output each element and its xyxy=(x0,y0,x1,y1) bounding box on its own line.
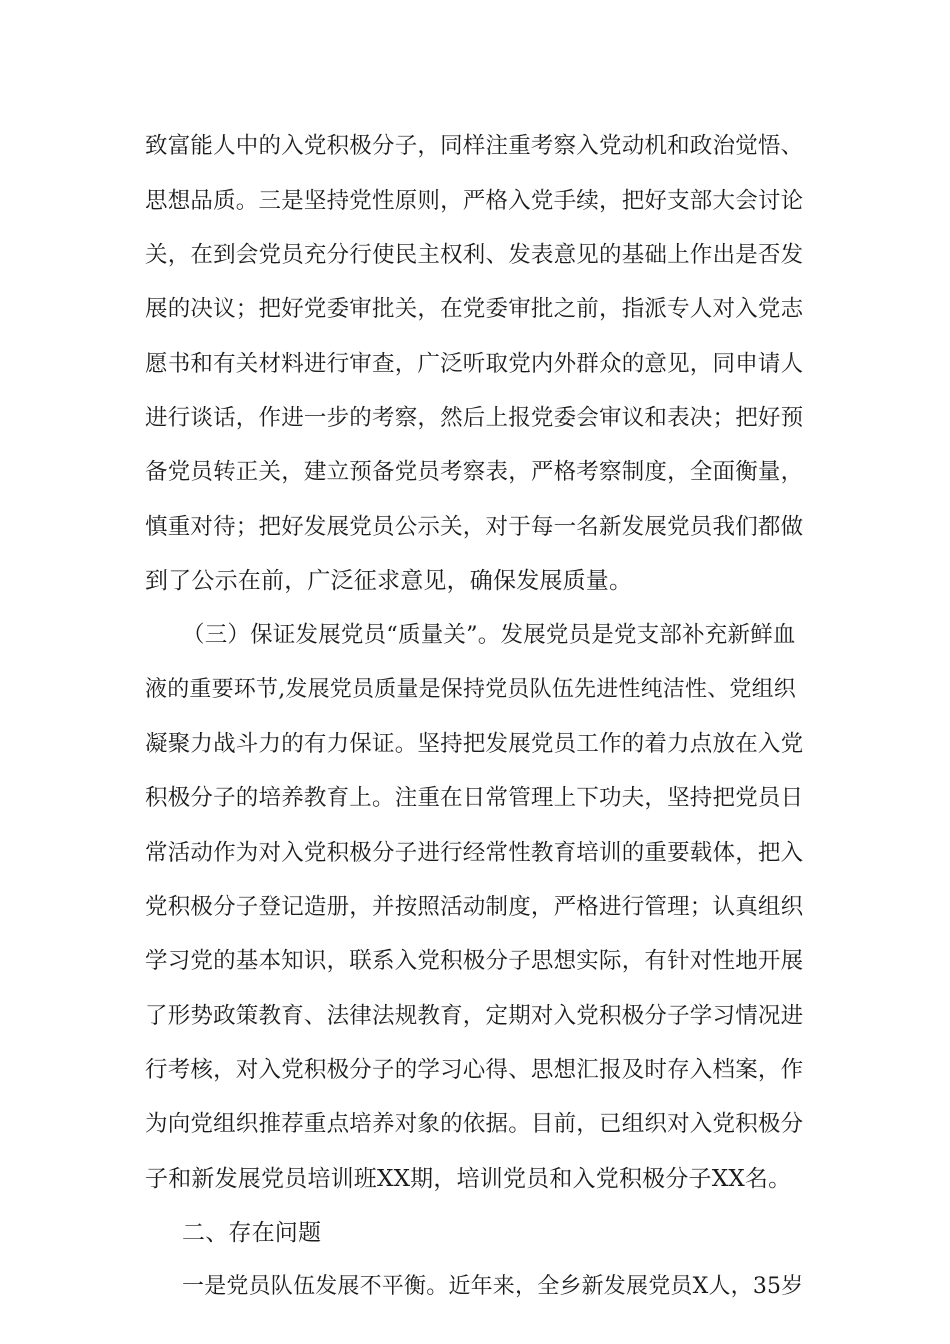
text-line: 子和新发展党员培训班XX期，培训党员和入党积极分子XX名。 xyxy=(145,1166,792,1192)
text-line: 常活动作为对入党积极分子进行经常性教育培训的重要载体，把入 xyxy=(145,840,804,866)
text-line: 行考核，对入党积极分子的学习心得、思想汇报及时存入档案，作 xyxy=(145,1057,804,1083)
text-line: 慎重对待；把好发展党员公示关，对于每一名新发展党员我们都做 xyxy=(145,514,804,540)
text-line: 一是党员队伍发展不平衡。近年来，全乡新发展党员X人，35岁 xyxy=(182,1274,804,1299)
text-line: 凝聚力战斗力的有力保证。坚持把发展党员工作的着力点放在入党 xyxy=(145,731,804,757)
text-line: 了形势政策教育、法律法规教育，定期对入党积极分子学习情况进 xyxy=(145,1003,804,1029)
text-line: 液的重要环节,发展党员质量是保持党员队伍先进性纯洁性、党组织 xyxy=(145,677,796,702)
text-line: 愿书和有关材料进行审查，广泛听取党内外群众的意见，同申请人 xyxy=(145,351,804,377)
text-line: 到了公示在前，广泛征求意见，确保发展质量。 xyxy=(145,568,633,594)
text-line: 积极分子的培养教育上。注重在日常管理上下功夫，坚持把党员日 xyxy=(145,785,804,811)
text-line: 致富能人中的入党积极分子，同样注重考察入党动机和政治觉悟、 xyxy=(145,133,804,159)
text-line: 关，在到会党员充分行使民主权利、发表意见的基础上作出是否发 xyxy=(145,242,804,268)
text-line: 展的决议；把好党委审批关，在党委审批之前，指派专人对入党志 xyxy=(145,296,804,322)
text-line: 备党员转正关，建立预备党员考察表，严格考察制度，全面衡量， xyxy=(145,459,804,485)
section-heading: 二、存在问题 xyxy=(182,1220,322,1246)
text-line: 学习党的基本知识，联系入党积极分子思想实际，有针对性地开展 xyxy=(145,948,804,974)
text-line: 进行谈话，作进一步的考察，然后上报党委会审议和表决；把好预 xyxy=(145,405,804,431)
text-line: 为向党组织推荐重点培养对象的依据。目前，已组织对入党积极分 xyxy=(145,1111,804,1137)
text-line: 党积极分子登记造册，并按照活动制度，严格进行管理；认真组织 xyxy=(145,894,804,920)
section-heading-paragraph: （三）保证发展党员“质量关”。发展党员是党支部补充新鲜血 xyxy=(182,622,796,648)
text-line: 思想品质。三是坚持党性原则，严格入党手续，把好支部大会讨论 xyxy=(145,188,804,214)
